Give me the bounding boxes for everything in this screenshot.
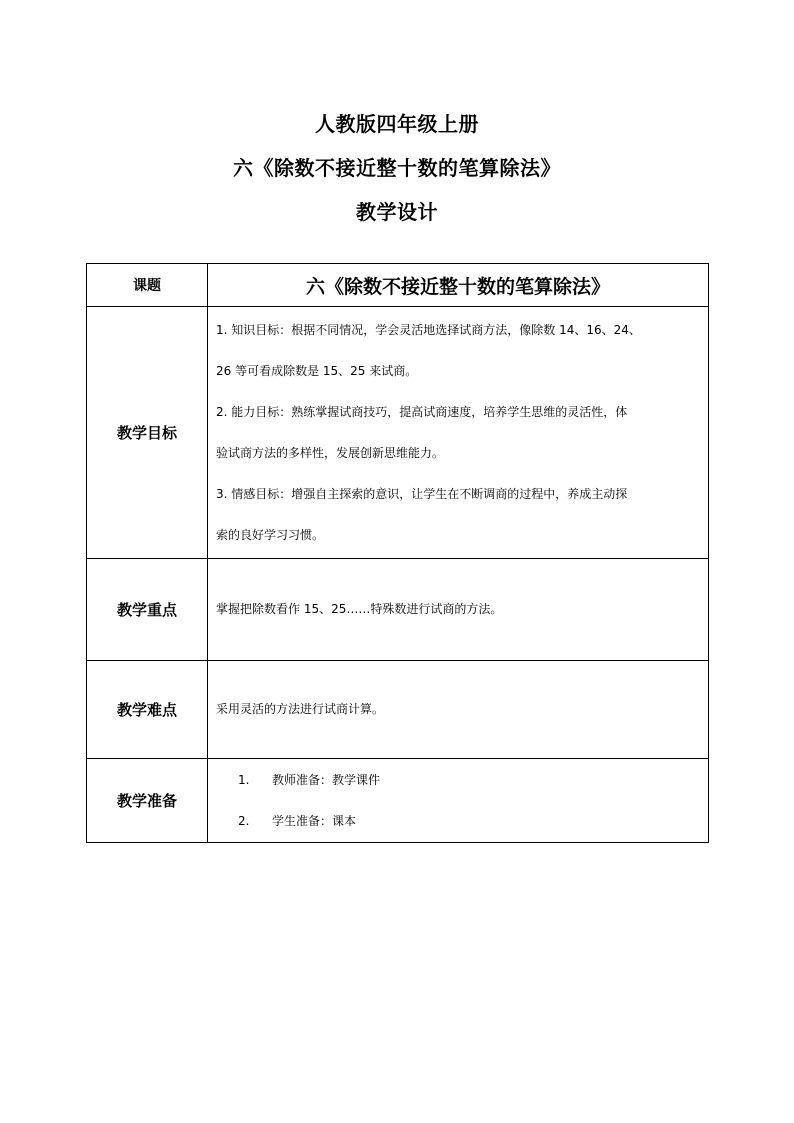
topic-label: 课题 — [87, 264, 208, 307]
preparation-content — [208, 759, 709, 843]
row-goals — [87, 307, 709, 559]
list-item — [238, 760, 702, 801]
row-key-points — [87, 559, 709, 661]
goal-line: 1. 知识目标：根据不同情况，学会灵活地选择试商方法，像除数 14、16、24、 — [216, 322, 641, 337]
key-points-label: 教学重点 — [87, 559, 208, 661]
document-title-block — [0, 102, 794, 234]
key-points-content: 掌握把除数看作 15、25……特殊数进行试商的方法。 — [208, 559, 709, 661]
goal-line: 26 等可看成除数是 15、25 来试商。 — [216, 363, 418, 378]
row-topic — [87, 264, 709, 307]
list-item-number: 1. — [238, 772, 250, 787]
difficulties-label: 教学难点 — [87, 661, 208, 759]
title-textbook: 人教版四年级上册 — [315, 112, 479, 136]
goal-line: 索的良好学习习惯。 — [216, 527, 325, 542]
row-preparation — [87, 759, 709, 843]
row-difficulties — [87, 661, 709, 759]
goal-line: 3. 情感目标：增强自主探索的意识，让学生在不断调商的过程中，养成主动探 — [216, 486, 628, 501]
goals-content — [208, 307, 709, 559]
goal-line: 2. 能力目标：熟练掌握试商技巧，提高试商速度，培养学生思维的灵活性，体 — [216, 404, 628, 419]
goals-label: 教学目标 — [87, 307, 208, 559]
list-item-text: 学生准备：课本 — [272, 813, 357, 828]
topic-title: 六《除数不接近整十数的笔算除法》 — [208, 264, 709, 307]
lesson-plan-table — [86, 263, 709, 843]
title-design: 教学设计 — [356, 200, 438, 224]
title-lesson: 六《除数不接近整十数的笔算除法》 — [233, 156, 561, 180]
preparation-label: 教学准备 — [87, 759, 208, 843]
preparation-list — [216, 760, 702, 842]
goal-line: 验试商方法的多样性，发展创新思维能力。 — [216, 445, 445, 460]
list-item-text: 教师准备：教学课件 — [272, 772, 381, 787]
difficulties-content: 采用灵活的方法进行试商计算。 — [208, 661, 709, 759]
list-item-number: 2. — [238, 813, 250, 828]
list-item — [238, 801, 702, 842]
